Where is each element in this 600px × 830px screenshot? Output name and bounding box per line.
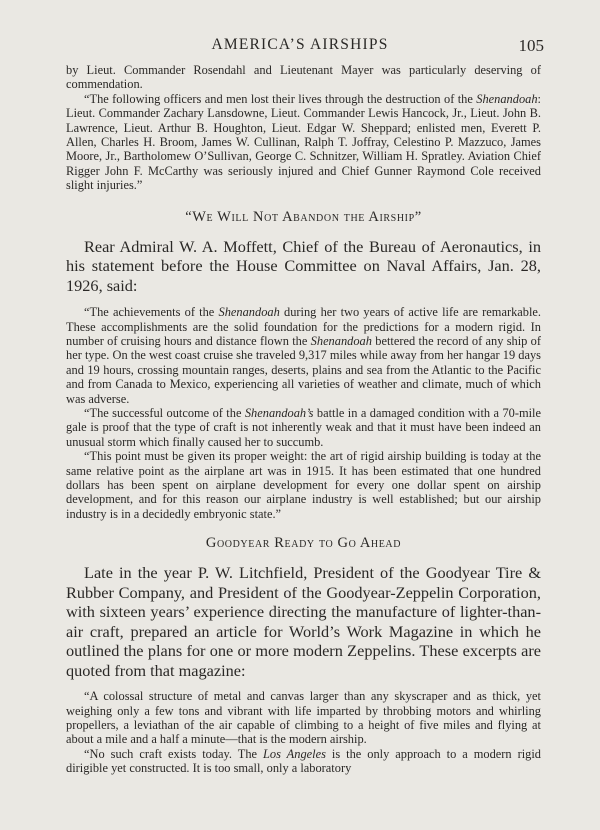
paragraph-quote-colossal: “A colossal structure of metal and canvas larger than any skyscraper and as thick, yet weighing only a few tons and vibrant with life imparted by throbbing motors and whirling propellers, a leviathan of the air capable of climbing to a height of five miles and flying at about a mile and a half a minute—that is the modern airship.: [66, 689, 541, 747]
running-title: AMERICA’S AIRSHIPS: [211, 36, 389, 53]
page-number: 105: [518, 36, 544, 55]
paragraph-quote-achievements: “The achievements of the Shenandoah during her two years of active life are remarkable. These accomplishments are the solid foundation for the predictions for a modern rigid. In number of cruising hours and distance flown the Shenandoah bettered the record of any ship of her type. On the west coast cruise she traveled 9,317 miles while away from her hangar 19 days and 19 hours, crossing mountain ranges, deserts, plains and sea from the Atlantic to the Pacific and from Canada to Mexico, experiencing all varieties of weather and climate, much of which was adverse.: [66, 305, 542, 406]
page-header: [0, 36, 600, 58]
page-body: [66, 63, 541, 776]
paragraph-quote-outcome: “The successful outcome of the Shenandoah’s battle in a damaged condition with a 70-mile gale is proof that the type of craft is not inherently weak and that it must have been indeed an unusual storm which finally caused her to succumb.: [66, 406, 541, 449]
paragraph-casualty-list: “The following officers and men lost their lives through the destruction of the Shenandoah: Lieut. Commander Zachary Lansdowne, Lieut. Commander Lewis Hancock, Jr., Lieut. John B. Lawrence, Lieut. Arthur B. Houghton, Lieut. Edgar W. Sheppard; enlisted men, Everett P. Allen, Charles H. Broom, James W. Cullinan, Ralph T. Joffray, Celestino P. Mazzuco, James Moore, Jr., Bartholomew O’Sullivan, George C. Schnitzer, William H. Spratley. Aviation Chief Rigger John F. McCarthy was seriously injured and Chief Gunner Raymond Cole received slight injuries.”: [66, 91, 541, 193]
section-heading-goodyear: Goodyear Ready to Go Ahead: [205, 535, 402, 552]
paragraph-litchfield-intro: Late in the year P. W. Litchfield, President of the Goodyear Tire & Rubber Company, and President of the Goodyear-Zeppelin Corporation, with sixteen years’ experience directing the manufacture of lighter-than-air craft, prepared an article for World’s Work Magazine in which he outlined the plans for one or more modern Zeppelins. These excerpts are quoted from that magazine:: [66, 563, 541, 680]
paragraph-quote-proper-weight: “This point must be given its proper weight: the art of rigid airship building is today at the same relative point as the airplane art was in 1915. It has been estimated that one hundred dollars has been spent on airplane development for every one dollar spent on airship development, and for this reason our airplane industry is well established; but our airship industry is in a decidedly embryonic state.”: [66, 449, 541, 521]
paragraph-moffett-intro: Rear Admiral W. A. Moffett, Chief of the Bureau of Aeronautics, in his statement before the House Committee on Naval Affairs, Jan. 28, 1926, said:: [66, 236, 541, 295]
section-heading-abandon: “We Will Not Abandon the Airship”: [185, 208, 422, 225]
paragraph-continuation: by Lieut. Commander Rosendahl and Lieutenant Mayer was particularly deserving of commendation.: [66, 63, 541, 92]
paragraph-quote-no-such-craft: “No such craft exists today. The Los Angeles is the only approach to a modern rigid dirigible yet constructed. It is too small, only a laboratory: [66, 746, 541, 776]
